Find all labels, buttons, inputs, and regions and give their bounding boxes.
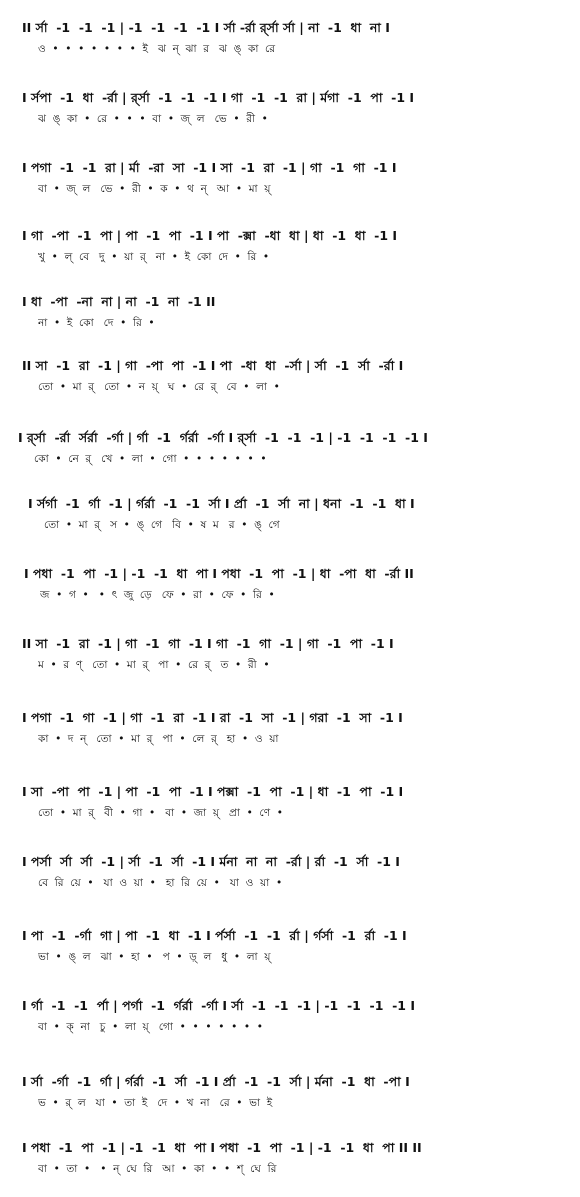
stanza (0, 926, 580, 968)
notation-line: I পর্সা র্সা র্সা -1 | র্সা -1 র্সা -1 I র্মনা না না -র্রা | র্রা -1 র্সা -1 I (22, 854, 400, 869)
notation-line: I র্সা -র্গা -1 র্গা | র্গর্রা -1 র্সা -1 I র্প্রা -1 -1 র্সা | র্মনা -1 ধা -পা I (22, 1074, 410, 1089)
notation-line: II সা -1 রা -1 | গা -পা পা -1 I পা -ধা ধা -র্সা | র্সা -1 র্সা -র্রা I (22, 358, 404, 373)
stanza (0, 1072, 580, 1114)
lyric-line: বা • ক্ না চু • লা য়্ গো • • • • • • • (38, 1021, 263, 1033)
notation-line: I র্র্সা -র্রা র্সর্রা -র্গা | র্গা -1 র্গর্রা -র্গা I র্র্সা -1 -1 -1 | -1 -1 -1 -1 I (18, 430, 428, 445)
notation-line: I গা -পা -1 পা | পা -1 পা -1 I পা -ক্সা -ধা ধা | ধা -1 ধা -1 I (22, 228, 398, 243)
lyric-line: বা • জ্ ল ভে • রী • ক • থ ন্ আ • মা য়্ (38, 183, 271, 195)
notation-line: I র্গা -1 -1 র্পা | পর্গা -1 র্গর্রা -র্গা I র্সা -1 -1 -1 | -1 -1 -1 -1 I (22, 998, 416, 1013)
lyric-line: ম • র ণ্ তো • মা র্ পা • রে র্ ত • রী • (38, 659, 270, 671)
notation-line: I পা -1 -র্গা গা | পা -1 ধা -1 I র্পর্সা -1 -1 র্রা | র্গর্সা -1 র্রা -1 I (22, 928, 407, 943)
stanza (0, 634, 580, 676)
notation-line: I র্সর্গা -1 র্গা -1 | র্গর্রা -1 -1 র্সা I র্প্রা -1 র্সা না | ধনা -1 -1 ধা I (28, 496, 415, 511)
lyric-line: খু • ল্ বে দু • য়া র্ না • ই কো দে • রি • (38, 251, 270, 263)
stanza (0, 852, 580, 894)
notation-line: I পধা -1 পা -1 | -1 -1 ধা পা I পধা -1 পা -1 | -1 -1 ধা পা II II (22, 1140, 422, 1155)
lyric-line: ঝ ঙ্ কা • রে • • • বা • জ্ ল ভে • রী • (38, 113, 268, 125)
notation-line: I পধা -1 পা -1 | -1 -1 ধা পা I পধা -1 পা -1 | ধা -পা ধা -র্রা II (24, 566, 414, 581)
stanza (0, 292, 580, 334)
notation-line: I ধা -পা -না না | না -1 না -1 II (22, 294, 216, 309)
lyric-line: বা • তা • • ন্ ঘে রি আ • কা • • শ্ ঘে রি (38, 1163, 277, 1175)
stanza (0, 428, 580, 470)
notation-line: I পগা -1 -1 রা | র্মা -রা সা -1 I সা -1 রা -1 | গা -1 গা -1 I (22, 160, 397, 175)
stanza (0, 782, 580, 824)
stanza (0, 158, 580, 200)
lyric-line: জ • গ • • ৎ জু ড়ে ফে • রা • ফে • রি • (40, 589, 275, 601)
stanza (0, 494, 580, 536)
notation-line: II সা -1 রা -1 | গা -1 গা -1 I গা -1 গা -1 | গা -1 পা -1 I (22, 636, 394, 651)
lyric-line: না • ই কো দে • রি • (38, 317, 155, 329)
lyric-line: ভা • ঙ্ ল ঝা • হা • প • ড়্ ল ধু • লা য়্ (38, 951, 271, 963)
stanza (0, 996, 580, 1038)
lyric-line: তো • মা র্ তো • ন য়্ ঘ • রে র্ বে • লা • (38, 381, 280, 393)
lyric-line: তো • মা র্ বী • গা • বা • জা য়্ প্রা • ণে • (38, 807, 283, 819)
stanza (0, 226, 580, 268)
lyric-line: কা • দ ন্ তো • মা র্ পা • লে র্ হা • ও য়া (38, 733, 279, 745)
stanza (0, 1138, 580, 1180)
notation-line: I সা -পা পা -1 | পা -1 পা -1 I পক্সা -1 পা -1 | ধা -1 পা -1 I (22, 784, 404, 799)
stanza (0, 708, 580, 750)
stanza (0, 564, 580, 606)
notation-line: I র্সপা -1 ধা -র্রা | র্র্সা -1 -1 -1 I গা -1 -1 রা | র্মগা -1 পা -1 I (22, 90, 415, 105)
notation-line: II র্সা -1 -1 -1 | -1 -1 -1 -1 I র্সা -র্রা র্র্সা র্সা | না -1 ধা না I (22, 20, 390, 35)
lyric-line: কো • নে র্ খে • লা • গো • • • • • • • (34, 453, 267, 465)
notation-line: I পগা -1 গা -1 | গা -1 রা -1 I রা -1 সা -1 | গরা -1 সা -1 I (22, 710, 403, 725)
stanza (0, 18, 580, 60)
lyric-line: তো • মা র্ স • ঙ্ গে বি • ষ ম র • ঙ্ গে (44, 519, 280, 531)
lyric-line: ভ • র্ ল যা • তা ই দে • খ না রে • ভা ই (38, 1097, 273, 1109)
stanza (0, 356, 580, 398)
lyric-line: বে রি য়ে • যা ও য়া • হা রি য়ে • যা ও য়া • (38, 877, 283, 889)
stanza (0, 88, 580, 130)
lyric-line: ও • • • • • • • ই ঝ ন্ ঝা র ঝ ঙ্ কা রে (38, 43, 276, 55)
